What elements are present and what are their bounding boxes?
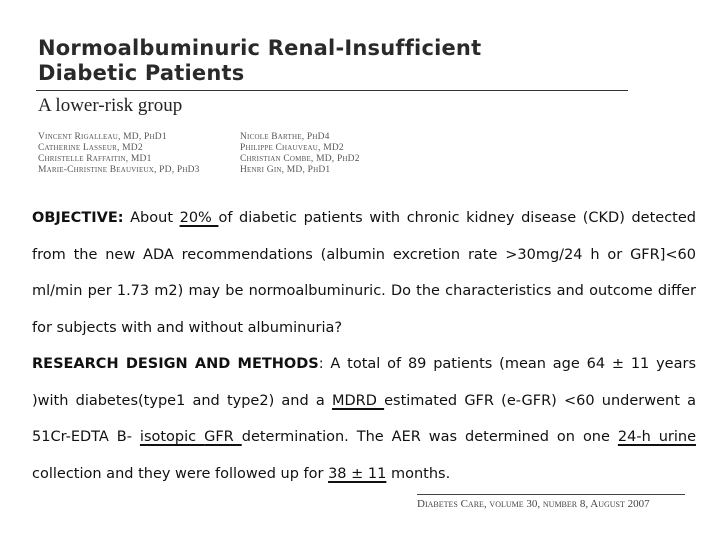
objective-paragraph [32, 200, 696, 346]
author-name: Christelle Raffaitin, MD1 [38, 154, 152, 164]
objective-text: About [123, 210, 180, 226]
methods-underlined: 38 ± 11 [328, 465, 387, 482]
author-list-left [38, 132, 200, 176]
author-name: Nicole Barthe, PhD4 [240, 132, 330, 142]
methods-underlined: GFR [204, 429, 242, 445]
methods-underlined: isotopic [139, 429, 205, 445]
methods-label: RESEARCH DESIGN AND METHODS [32, 356, 319, 372]
methods-text: : A total of 89 patients (mean age 64 ± 11 years )with diabetes(type1 and type2) and a [32, 356, 697, 409]
author-name: Christian Combe, MD, PhD2 [240, 154, 360, 164]
methods-text: collection and they were followed up for [32, 465, 329, 482]
title-line-2: Diabetic Patients [38, 61, 245, 85]
title-divider [36, 90, 628, 91]
methods-text: months. [386, 465, 451, 482]
methods-underlined: MDRD [331, 392, 385, 409]
author-name: Vincent Rigalleau, MD, PhD1 [38, 132, 167, 142]
author-name: Catherine Lasseur, MD2 [38, 143, 143, 153]
methods-paragraph [32, 346, 696, 492]
author-name: Henri Gin, MD, PhD1 [240, 165, 331, 175]
author-name: Philippe Chauveau, MD2 [240, 143, 344, 153]
paper-title [38, 36, 638, 86]
methods-underlined: 24-h urine [617, 429, 697, 445]
title-line-1: Normoalbuminuric Renal-Insufficient [38, 36, 482, 60]
author-list-right [240, 132, 360, 176]
paper-subtitle: A lower-risk group [38, 95, 183, 116]
methods-text: estimated GFR (e-GFR) <60 underwent a 51Cr-EDTA B- [32, 392, 696, 445]
author-name: Marie-Christine Beauvieux, PD, PhD3 [38, 165, 200, 175]
methods-text: determination. The AER was determined on one [241, 429, 618, 445]
journal-citation: Diabetes Care, volume 30, number 8, August 2007 [417, 494, 685, 510]
objective-underlined: 20% [179, 210, 219, 226]
objective-text: of diabetic patients with chronic kidney disease (CKD) detected from the new ADA recommendations (albumin excretion rate >30mg/24 h or GFR]<60 ml/min per 1.73 m2) may be normoalbuminuric. Do the characteristics and outcome differ for subjects with and without albuminuria? [32, 210, 696, 336]
objective-label: OBJECTIVE: [32, 210, 124, 226]
